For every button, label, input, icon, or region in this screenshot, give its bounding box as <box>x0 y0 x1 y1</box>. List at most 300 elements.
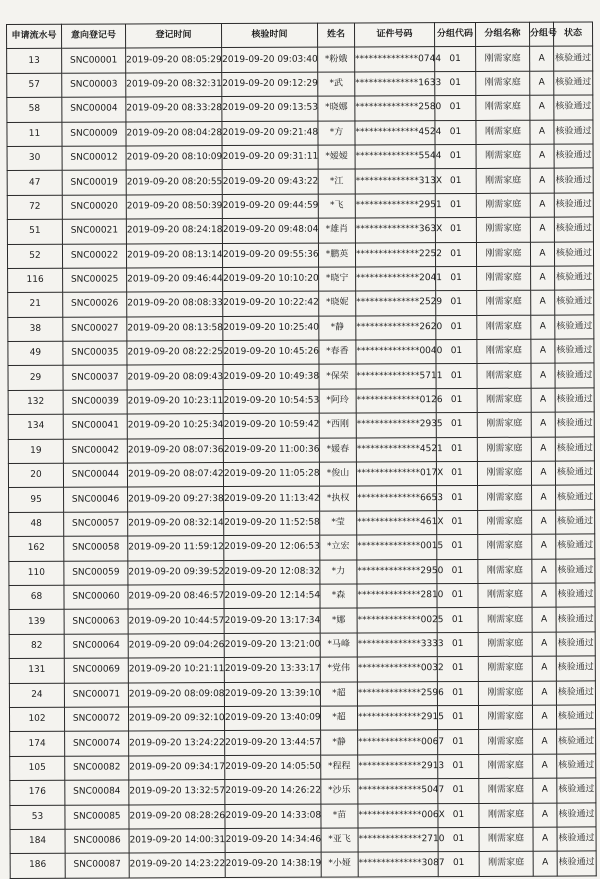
cell-intent-reg-no: SNC00020 <box>62 195 126 220</box>
cell-status: 核验通过 <box>555 388 594 413</box>
table-row <box>8 339 594 366</box>
cell-status: 核验通过 <box>554 144 593 169</box>
cell-name: *西刚 <box>319 413 356 438</box>
table-row <box>7 95 593 122</box>
cell-status: 核验通过 <box>556 607 595 632</box>
cell-register-time: 2019-09-20 08:08:33 <box>127 292 223 317</box>
cell-application-no: 95 <box>9 488 64 513</box>
table-row <box>9 534 595 561</box>
table-row <box>10 827 596 854</box>
cell-id-number: **************0025 <box>357 608 437 633</box>
cell-name: *小娅 <box>321 852 358 877</box>
cell-group-no: A <box>531 461 555 485</box>
cell-application-no: 51 <box>7 219 62 244</box>
cell-register-time: 2019-09-20 08:32:31 <box>126 72 222 97</box>
cell-group-code: 01 <box>438 852 479 877</box>
cell-intent-reg-no: SNC00004 <box>62 97 126 122</box>
cell-status: 核验通过 <box>554 46 593 71</box>
cell-intent-reg-no: SNC00044 <box>63 463 127 488</box>
cell-verify-time: 2019-09-20 13:44:57 <box>225 730 321 755</box>
cell-group-no: A <box>532 607 556 631</box>
cell-group-no: A <box>531 364 555 388</box>
cell-id-number: **************2935 <box>356 413 436 438</box>
cell-name: *嫒嫒 <box>318 145 355 170</box>
cell-name: *晓宁 <box>319 267 356 292</box>
cell-id-number: **************6653 <box>357 486 437 511</box>
cell-id-number: **************2915 <box>357 706 437 731</box>
cell-group-no: A <box>532 510 556 534</box>
col-header-id-number: 证件号码 <box>354 23 434 48</box>
cell-group-no: A <box>531 388 555 412</box>
cell-id-number: **************4521 <box>356 437 436 462</box>
cell-group-no: A <box>530 193 554 217</box>
cell-group-no: A <box>532 632 556 656</box>
cell-verify-time: 2019-09-20 12:06:53 <box>224 535 320 560</box>
cell-register-time: 2019-09-20 08:09:08 <box>128 682 224 707</box>
verification-list-sheet <box>6 21 596 878</box>
cell-verify-time: 2019-09-20 09:44:59 <box>222 194 318 219</box>
cell-register-time: 2019-09-20 09:27:38 <box>128 487 224 512</box>
cell-group-code: 01 <box>437 657 478 682</box>
cell-group-no: A <box>530 144 554 168</box>
table-row <box>8 315 594 342</box>
table-row <box>7 120 593 147</box>
cell-name: *媛春 <box>319 438 356 463</box>
cell-id-number: **************2596 <box>357 681 437 706</box>
cell-verify-time: 2019-09-20 13:33:17 <box>224 657 320 682</box>
cell-group-code: 01 <box>435 71 476 96</box>
cell-group-code: 01 <box>438 827 479 852</box>
cell-status: 核验通过 <box>557 754 596 779</box>
cell-verify-time: 2019-09-20 13:21:00 <box>224 633 320 658</box>
cell-group-no: A <box>533 803 557 827</box>
cell-group-no: A <box>532 583 556 607</box>
header-row <box>7 22 593 49</box>
cell-id-number: **************1633 <box>355 71 435 96</box>
cell-intent-reg-no: SNC00022 <box>62 243 126 268</box>
cell-application-no: 57 <box>7 73 62 98</box>
col-header-group-name: 分组名称 <box>475 22 529 47</box>
cell-register-time: 2019-09-20 08:22:25 <box>127 341 223 366</box>
cell-application-no: 102 <box>9 707 64 732</box>
cell-group-name: 刚需家庭 <box>477 291 531 316</box>
cell-group-name: 刚需家庭 <box>477 364 531 389</box>
cell-verify-time: 2019-09-20 12:14:54 <box>224 584 320 609</box>
cell-register-time: 2019-09-20 09:46:44 <box>127 267 223 292</box>
cell-id-number: **************0126 <box>356 388 436 413</box>
cell-id-number: **************363X <box>355 218 435 243</box>
cell-group-code: 01 <box>435 144 476 169</box>
cell-register-time: 2019-09-20 08:50:39 <box>126 194 222 219</box>
cell-status: 核验通过 <box>556 534 595 559</box>
cell-group-no: A <box>530 217 554 241</box>
cell-intent-reg-no: SNC00074 <box>65 731 129 756</box>
cell-intent-reg-no: SNC00037 <box>63 365 127 390</box>
cell-group-no: A <box>533 778 557 802</box>
cell-intent-reg-no: SNC00069 <box>64 658 128 683</box>
cell-id-number: **************313X <box>355 169 435 194</box>
cell-group-name: 刚需家庭 <box>476 95 530 120</box>
cell-intent-reg-no: SNC00082 <box>65 756 129 781</box>
cell-name: *俊山 <box>319 462 356 487</box>
cell-name: *春香 <box>319 340 356 365</box>
table-row <box>10 778 596 805</box>
cell-verify-time: 2019-09-20 14:33:08 <box>225 804 321 829</box>
cell-intent-reg-no: SNC00019 <box>62 170 126 195</box>
cell-name: *沙乐 <box>321 779 358 804</box>
cell-name: *雄肖 <box>318 218 355 243</box>
table-row <box>7 241 593 268</box>
cell-verify-time: 2019-09-20 11:05:28 <box>223 462 319 487</box>
cell-intent-reg-no: SNC00059 <box>64 561 128 586</box>
cell-group-name: 刚需家庭 <box>476 217 530 242</box>
col-header-group-no: 分组号 <box>529 22 553 46</box>
cell-status: 核验通过 <box>554 120 593 145</box>
cell-group-no: A <box>532 705 556 729</box>
cell-status: 核验通过 <box>555 437 594 462</box>
cell-verify-time: 2019-09-20 09:31:11 <box>222 145 318 170</box>
verification-table <box>6 21 597 878</box>
cell-group-name: 刚需家庭 <box>476 120 530 145</box>
table-row <box>9 705 595 732</box>
cell-status: 核验通过 <box>554 71 593 96</box>
cell-id-number: **************0015 <box>357 535 437 560</box>
cell-group-name: 刚需家庭 <box>479 851 533 876</box>
cell-application-no: 68 <box>9 585 64 610</box>
cell-application-no: 29 <box>8 366 63 391</box>
cell-status: 核验通过 <box>555 339 594 364</box>
cell-register-time: 2019-09-20 08:05:29 <box>126 48 222 73</box>
cell-group-code: 01 <box>437 583 478 608</box>
cell-name: *娜 <box>320 608 357 633</box>
cell-application-no: 38 <box>8 317 63 342</box>
cell-name: *静 <box>321 730 358 755</box>
cell-application-no: 30 <box>7 146 62 171</box>
cell-id-number: **************006X <box>358 803 438 828</box>
cell-group-no: A <box>532 486 556 510</box>
cell-verify-time: 2019-09-20 11:00:36 <box>223 438 319 463</box>
cell-id-number: **************0744 <box>355 47 435 72</box>
cell-name: *静 <box>319 316 356 341</box>
col-header-intent-reg-no: 意向登记号 <box>62 24 126 49</box>
cell-intent-reg-no: SNC00087 <box>65 853 129 878</box>
cell-status: 核验通过 <box>555 266 594 291</box>
cell-register-time: 2019-09-20 14:23:22 <box>129 853 225 878</box>
cell-intent-reg-no: SNC00009 <box>62 122 126 147</box>
cell-application-no: 20 <box>8 463 63 488</box>
cell-verify-time: 2019-09-20 09:55:36 <box>222 243 318 268</box>
cell-intent-reg-no: SNC00041 <box>63 414 127 439</box>
cell-name: *执权 <box>320 486 357 511</box>
cell-id-number: **************2252 <box>355 242 435 267</box>
cell-intent-reg-no: SNC00025 <box>63 268 127 293</box>
cell-intent-reg-no: SNC00026 <box>63 292 127 317</box>
cell-intent-reg-no: SNC00063 <box>64 609 128 634</box>
cell-status: 核验通过 <box>556 485 595 510</box>
cell-verify-time: 2019-09-20 14:34:46 <box>225 828 321 853</box>
cell-verify-time: 2019-09-20 10:25:40 <box>223 316 319 341</box>
cell-group-name: 刚需家庭 <box>476 144 530 169</box>
cell-register-time: 2019-09-20 08:13:58 <box>127 316 223 341</box>
cell-status: 核验通过 <box>554 241 593 266</box>
cell-register-time: 2019-09-20 09:04:26 <box>128 633 224 658</box>
cell-register-time: 2019-09-20 10:21:11 <box>128 658 224 683</box>
cell-group-no: A <box>530 242 554 266</box>
cell-group-code: 01 <box>435 47 476 72</box>
cell-group-code: 01 <box>437 510 478 535</box>
table-row <box>8 461 594 488</box>
cell-group-name: 刚需家庭 <box>476 193 530 218</box>
cell-group-no: A <box>531 266 555 290</box>
cell-status: 核验通过 <box>555 363 594 388</box>
table-row <box>9 607 595 634</box>
cell-group-no: A <box>532 559 556 583</box>
table-row <box>10 729 596 756</box>
cell-application-no: 139 <box>9 610 64 635</box>
cell-verify-time: 2019-09-20 09:48:04 <box>222 218 318 243</box>
cell-status: 核验通过 <box>554 95 593 120</box>
cell-id-number: **************017X <box>356 462 436 487</box>
table-body <box>7 46 597 878</box>
cell-intent-reg-no: SNC00086 <box>65 829 129 854</box>
cell-verify-time: 2019-09-20 10:49:38 <box>223 365 319 390</box>
cell-register-time: 2019-09-20 08:46:57 <box>128 585 224 610</box>
cell-status: 核验通过 <box>556 705 595 730</box>
cell-group-name: 刚需家庭 <box>479 754 533 779</box>
cell-register-time: 2019-09-20 08:09:43 <box>127 365 223 390</box>
cell-application-no: 58 <box>7 97 62 122</box>
cell-status: 核验通过 <box>555 315 594 340</box>
cell-group-name: 刚需家庭 <box>478 583 532 608</box>
cell-group-code: 01 <box>437 681 478 706</box>
cell-verify-time: 2019-09-20 11:52:58 <box>224 511 320 536</box>
cell-group-code: 01 <box>437 632 478 657</box>
cell-group-no: A <box>533 754 557 778</box>
cell-group-code: 01 <box>435 242 476 267</box>
cell-status: 核验通过 <box>556 583 595 608</box>
cell-verify-time: 2019-09-20 10:45:26 <box>223 340 319 365</box>
cell-group-code: 01 <box>436 315 477 340</box>
cell-group-no: A <box>530 120 554 144</box>
cell-group-no: A <box>530 168 554 192</box>
cell-application-no: 13 <box>7 49 62 74</box>
cell-id-number: **************2951 <box>355 193 435 218</box>
cell-group-name: 刚需家庭 <box>478 510 532 535</box>
cell-group-name: 刚需家庭 <box>478 559 532 584</box>
cell-group-code: 01 <box>435 218 476 243</box>
table-row <box>9 680 595 707</box>
cell-group-code: 01 <box>438 803 479 828</box>
cell-group-code: 01 <box>436 413 477 438</box>
cell-verify-time: 2019-09-20 14:38:19 <box>225 852 321 877</box>
cell-group-code: 01 <box>435 193 476 218</box>
cell-name: *莹 <box>320 511 357 536</box>
cell-name: *超 <box>320 682 357 707</box>
cell-register-time: 2019-09-20 10:25:34 <box>127 414 223 439</box>
cell-status: 核验通过 <box>554 193 593 218</box>
cell-application-no: 116 <box>8 268 63 293</box>
cell-register-time: 2019-09-20 10:44:57 <box>128 609 224 634</box>
cell-application-no: 162 <box>9 536 64 561</box>
cell-register-time: 2019-09-20 08:28:26 <box>129 804 225 829</box>
cell-name: *武 <box>318 72 355 97</box>
cell-status: 核验通过 <box>556 559 595 584</box>
cell-group-code: 01 <box>437 705 478 730</box>
cell-status: 核验通过 <box>557 778 596 803</box>
cell-group-no: A <box>531 290 555 314</box>
cell-application-no: 11 <box>7 122 62 147</box>
cell-register-time: 2019-09-20 11:59:12 <box>128 536 224 561</box>
col-header-verify-time: 核验时间 <box>222 23 318 48</box>
cell-status: 核验通过 <box>555 412 594 437</box>
cell-register-time: 2019-09-20 08:24:18 <box>126 219 222 244</box>
cell-group-code: 01 <box>436 388 477 413</box>
cell-status: 核验通过 <box>554 168 593 193</box>
cell-register-time: 2019-09-20 14:00:31 <box>129 828 225 853</box>
cell-name: *粉娥 <box>318 47 355 72</box>
col-header-name: 姓名 <box>317 23 354 48</box>
cell-application-no: 186 <box>10 854 65 879</box>
cell-register-time: 2019-09-20 09:32:10 <box>128 706 224 731</box>
table-row <box>8 290 594 317</box>
cell-status: 核验通过 <box>557 729 596 754</box>
cell-group-code: 01 <box>437 535 478 560</box>
table-row <box>9 485 595 512</box>
cell-group-name: 刚需家庭 <box>479 803 533 828</box>
cell-application-no: 72 <box>7 195 62 220</box>
cell-group-name: 刚需家庭 <box>476 169 530 194</box>
cell-intent-reg-no: SNC00003 <box>62 73 126 98</box>
cell-name: *晓妮 <box>319 291 356 316</box>
cell-verify-time: 2019-09-20 10:22:42 <box>223 291 319 316</box>
cell-intent-reg-no: SNC00060 <box>64 585 128 610</box>
table-row <box>7 217 593 244</box>
table-row <box>7 71 593 98</box>
cell-group-no: A <box>531 437 555 461</box>
table-row <box>8 363 594 390</box>
cell-id-number: **************2620 <box>356 315 436 340</box>
cell-intent-reg-no: SNC00057 <box>64 512 128 537</box>
cell-name: *立宏 <box>320 535 357 560</box>
table-row <box>9 510 595 537</box>
cell-group-name: 刚需家庭 <box>477 388 531 413</box>
cell-group-name: 刚需家庭 <box>477 461 531 486</box>
cell-application-no: 47 <box>7 171 62 196</box>
cell-id-number: **************2529 <box>356 291 436 316</box>
cell-intent-reg-no: SNC00084 <box>65 780 129 805</box>
cell-group-name: 刚需家庭 <box>476 242 530 267</box>
cell-status: 核验通过 <box>557 851 596 876</box>
table-row <box>9 656 595 683</box>
cell-register-time: 2019-09-20 13:32:57 <box>129 780 225 805</box>
cell-group-code: 01 <box>436 266 477 291</box>
cell-verify-time: 2019-09-20 10:54:53 <box>223 389 319 414</box>
table-row <box>10 851 596 878</box>
cell-register-time: 2019-09-20 10:23:11 <box>127 389 223 414</box>
cell-id-number: **************5544 <box>355 145 435 170</box>
cell-register-time: 2019-09-20 08:13:14 <box>126 243 222 268</box>
cell-name: *苗 <box>321 803 358 828</box>
cell-name: *程程 <box>321 755 358 780</box>
table-row <box>8 437 594 464</box>
cell-group-code: 01 <box>436 437 477 462</box>
cell-group-code: 01 <box>436 291 477 316</box>
table-row <box>10 754 596 781</box>
cell-name: *方 <box>318 121 355 146</box>
cell-register-time: 2019-09-20 08:04:28 <box>126 121 222 146</box>
cell-verify-time: 2019-09-20 13:39:10 <box>224 682 320 707</box>
cell-group-name: 刚需家庭 <box>478 534 532 559</box>
cell-group-name: 刚需家庭 <box>478 705 532 730</box>
cell-id-number: **************0040 <box>356 340 436 365</box>
cell-group-no: A <box>531 339 555 363</box>
cell-id-number: **************3333 <box>357 632 437 657</box>
cell-id-number: **************461X <box>357 510 437 535</box>
cell-verify-time: 2019-09-20 09:13:53 <box>222 96 318 121</box>
cell-application-no: 132 <box>8 390 63 415</box>
cell-id-number: **************3087 <box>358 852 438 877</box>
cell-name: *超 <box>320 706 357 731</box>
cell-application-no: 184 <box>10 829 65 854</box>
cell-register-time: 2019-09-20 13:24:22 <box>129 731 225 756</box>
cell-status: 核验通过 <box>556 632 595 657</box>
table-row <box>8 388 594 415</box>
cell-application-no: 19 <box>8 439 63 464</box>
cell-verify-time: 2019-09-20 09:12:29 <box>222 72 318 97</box>
cell-name: *保荣 <box>319 364 356 389</box>
cell-register-time: 2019-09-20 08:20:55 <box>126 170 222 195</box>
cell-intent-reg-no: SNC00042 <box>63 439 127 464</box>
cell-verify-time: 2019-09-20 10:59:42 <box>223 413 319 438</box>
cell-group-code: 01 <box>438 754 479 779</box>
cell-application-no: 110 <box>9 561 64 586</box>
col-header-status: 状态 <box>553 22 592 47</box>
cell-group-no: A <box>531 412 555 436</box>
cell-register-time: 2019-09-20 09:34:17 <box>129 755 225 780</box>
table-row <box>9 583 595 610</box>
cell-verify-time: 2019-09-20 09:43:22 <box>222 169 318 194</box>
cell-group-no: A <box>530 71 554 95</box>
cell-id-number: **************2913 <box>358 754 438 779</box>
cell-group-no: A <box>532 656 556 680</box>
cell-group-name: 刚需家庭 <box>477 339 531 364</box>
cell-intent-reg-no: SNC00064 <box>64 634 128 659</box>
cell-group-code: 01 <box>437 608 478 633</box>
table-row <box>8 412 594 439</box>
cell-intent-reg-no: SNC00001 <box>62 48 126 73</box>
cell-group-name: 刚需家庭 <box>477 315 531 340</box>
cell-id-number: **************0067 <box>358 730 438 755</box>
cell-intent-reg-no: SNC00071 <box>64 683 128 708</box>
cell-id-number: **************2950 <box>357 559 437 584</box>
cell-id-number: **************0032 <box>357 657 437 682</box>
cell-name: *阿玲 <box>319 389 356 414</box>
cell-group-name: 刚需家庭 <box>479 827 533 852</box>
cell-status: 核验通过 <box>554 217 593 242</box>
cell-group-no: A <box>533 729 557 753</box>
cell-application-no: 82 <box>9 634 64 659</box>
cell-group-name: 刚需家庭 <box>478 632 532 657</box>
col-header-application-no: 申请流水号 <box>7 24 62 49</box>
table-row <box>9 632 595 659</box>
cell-application-no: 48 <box>9 512 64 537</box>
cell-name: *亚飞 <box>321 828 358 853</box>
cell-verify-time: 2019-09-20 09:03:40 <box>222 48 318 73</box>
cell-register-time: 2019-09-20 09:39:52 <box>128 560 224 585</box>
cell-id-number: **************2580 <box>355 96 435 121</box>
cell-group-code: 01 <box>435 120 476 145</box>
cell-verify-time: 2019-09-20 14:05:50 <box>225 755 321 780</box>
